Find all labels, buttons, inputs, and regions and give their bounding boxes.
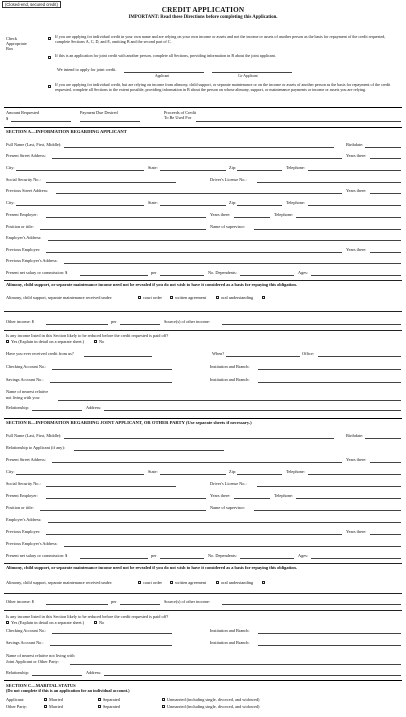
present-street-field[interactable]: [52, 158, 342, 159]
sources-label: Source(s) of other income:: [164, 599, 210, 604]
payment-due-field[interactable]: [80, 121, 140, 122]
present-street-field[interactable]: [52, 462, 342, 463]
when-label: When?: [212, 351, 225, 356]
court-order-label: court order: [143, 580, 162, 585]
drivers-license-label: Driver's License No.:: [210, 177, 247, 182]
divider: [4, 680, 402, 681]
divider: [4, 563, 402, 564]
address-label: Address:: [86, 405, 102, 410]
previous-employer-field[interactable]: [46, 252, 342, 253]
years-there-field[interactable]: [370, 193, 401, 194]
court-order-checkbox[interactable]: [138, 296, 141, 299]
reduce-no-label: No: [99, 339, 105, 344]
received-credit-label: Have you ever received credit from us?: [6, 351, 74, 356]
city-label: City:: [6, 200, 15, 205]
checking-field[interactable]: [52, 633, 172, 634]
relative-address-field[interactable]: [104, 410, 401, 411]
telephone-label: Telephone:: [286, 165, 306, 170]
years-there-label: Years there:: [346, 153, 367, 158]
relative-label-2: Joint Applicant or Other Party:: [6, 659, 59, 664]
years-there-field[interactable]: [370, 158, 401, 159]
other-income-label: Other income: $: [6, 319, 34, 324]
city-label: City:: [6, 469, 15, 474]
oral-understanding-label: oral understanding: [221, 295, 254, 300]
zip-field[interactable]: [237, 205, 282, 206]
net-salary-field[interactable]: [80, 558, 148, 559]
joint-intent-text: We intend to apply for joint credit.: [57, 67, 117, 72]
previous-employer-label: Previous Employer:: [6, 247, 41, 252]
position-label: Position or title:: [6, 505, 34, 510]
years-there-label: Years there:: [346, 247, 367, 252]
received-credit-field[interactable]: [84, 356, 152, 357]
ages-label: Ages:: [298, 270, 309, 275]
amount-dollar-sign: $: [6, 116, 9, 121]
institution-field[interactable]: [258, 645, 401, 646]
divider: [4, 107, 402, 108]
reduce-yes-label: Yes (Explain in detail on a separate sheet.): [11, 620, 85, 625]
position-label: Position or title:: [6, 224, 34, 229]
marital-other-party-label: Other Party:: [6, 704, 28, 709]
institution-label: Institution and Branch:: [210, 628, 250, 633]
full-name-field[interactable]: [64, 438, 334, 439]
telephone-field[interactable]: [308, 474, 401, 475]
other-income-period-field[interactable]: [120, 604, 160, 605]
other-unmarried-checkbox[interactable]: [162, 705, 165, 708]
office-label: Office:: [302, 351, 315, 356]
position-field[interactable]: [40, 510, 206, 511]
state-label: State:: [148, 165, 158, 170]
years-there-field[interactable]: [370, 462, 401, 463]
section-c-note: (Do not complete if this is an application for an individual account.): [6, 688, 130, 693]
drivers-license-field[interactable]: [257, 182, 401, 183]
city-field[interactable]: [16, 205, 144, 206]
state-field[interactable]: [160, 170, 226, 171]
supervisor-field[interactable]: [254, 510, 401, 511]
zip-field[interactable]: [237, 170, 282, 171]
form-subtitle: IMPORTANT: Read these Directions before completing this Application.: [128, 15, 278, 20]
unmarried-label: Unmarried (including single, divorced, and widowed): [167, 704, 260, 709]
savings-label: Savings Account No.:: [6, 640, 44, 645]
years-there-field[interactable]: [234, 498, 270, 499]
state-field[interactable]: [160, 474, 226, 475]
reduce-yes-checkbox[interactable]: [6, 621, 9, 624]
applicant-unmarried-checkbox[interactable]: [162, 698, 165, 701]
check-label-2: Appropriate: [6, 41, 27, 46]
proceeds-label-2: To Be Used For: [164, 115, 192, 120]
net-salary-field[interactable]: [80, 275, 148, 276]
present-street-label: Present Street Address:: [6, 457, 46, 462]
ssn-label: Social Security No.:: [6, 177, 41, 182]
form-title: CREDIT APPLICATION: [161, 6, 245, 14]
previous-employer-address-label: Previous Employer's Address:: [6, 258, 58, 263]
payment-due-label: Payment Due Desired: [80, 110, 118, 115]
drivers-license-field[interactable]: [257, 486, 401, 487]
relationship-applicant-label: Relationship to Applicant (if any):: [6, 445, 65, 450]
other-income-label: Other income: $: [6, 599, 34, 604]
position-field[interactable]: [40, 229, 206, 230]
dependents-label: No. Dependents:: [208, 553, 237, 558]
address-label: Address:: [86, 670, 102, 675]
alimony-extra-checkbox[interactable]: [262, 581, 265, 584]
check-label-3: Box: [6, 46, 14, 51]
birthdate-field[interactable]: [365, 147, 401, 148]
city-field[interactable]: [16, 474, 144, 475]
institution-label: Institution and Branch:: [210, 640, 250, 645]
court-order-label: court order: [143, 295, 162, 300]
salary-period-field[interactable]: [160, 558, 204, 559]
applicant-signature-label: Applicant: [155, 74, 170, 78]
dependents-field[interactable]: [240, 558, 294, 559]
marital-applicant-label: Applicant:: [6, 697, 25, 702]
institution-label: Institution and Branch:: [210, 364, 250, 369]
state-field[interactable]: [160, 205, 226, 206]
institution-field[interactable]: [258, 369, 401, 370]
relative-label: Name of nearest relative not living with: [6, 653, 75, 658]
telephone-label: Telephone:: [274, 493, 294, 498]
written-agreement-checkbox[interactable]: [170, 581, 173, 584]
previous-street-field[interactable]: [56, 193, 342, 194]
telephone-field[interactable]: [296, 217, 401, 218]
per-label: per: [151, 553, 157, 558]
when-field[interactable]: [226, 356, 300, 357]
institution-field[interactable]: [258, 382, 401, 383]
form-type-tag: (Closed-end, secured credit): [2, 1, 61, 8]
court-order-checkbox[interactable]: [138, 581, 141, 584]
check-label: Check: [6, 36, 17, 41]
option-joint-text: If this is an application for joint credit with another person, complete all Sections, providing information in B about the joint applicant.: [55, 53, 276, 58]
telephone-field[interactable]: [296, 498, 401, 499]
sources-field[interactable]: [222, 324, 401, 325]
married-label: Married: [49, 697, 63, 702]
divider: [4, 311, 402, 312]
divider: [4, 127, 402, 128]
drivers-license-label: Driver's License No.:: [210, 481, 247, 486]
ages-label: Ages:: [298, 553, 309, 558]
reduce-no-checkbox[interactable]: [94, 621, 97, 624]
savings-label: Savings Account No.:: [6, 377, 44, 382]
dependents-label: No. Dependents:: [208, 270, 237, 275]
relationship-field[interactable]: [32, 675, 82, 676]
years-there-field[interactable]: [234, 217, 270, 218]
section-b-heading: SECTION B—INFORMATION REGARDING JOINT APPLICANT, OR OTHER PARTY (Use separate sheets if necessary.): [6, 420, 252, 425]
zip-label: Zip:: [229, 469, 237, 474]
years-there-label: Years there:: [210, 212, 231, 217]
years-there-field[interactable]: [370, 534, 401, 535]
ssn-field[interactable]: [46, 486, 176, 487]
present-employer-field[interactable]: [46, 217, 206, 218]
amount-requested-field[interactable]: [11, 121, 71, 122]
divider: [4, 593, 402, 594]
coapplicant-signature-label: Co-Applicant: [238, 74, 258, 78]
state-label: State:: [148, 200, 158, 205]
coapplicant-signature-line[interactable]: [212, 72, 292, 73]
savings-field[interactable]: [50, 382, 172, 383]
ssn-label: Social Security No.:: [6, 481, 41, 486]
reduce-question: Is any income listed in this Section likely to be reduced before the credit requested is paid off?: [6, 333, 169, 338]
previous-employer-field[interactable]: [46, 534, 342, 535]
present-employer-label: Present Employer:: [6, 493, 38, 498]
present-employer-field[interactable]: [46, 498, 206, 499]
alimony-received-label: Alimony, child support, separate maintenance received under:: [6, 580, 113, 585]
individual-relying-checkbox[interactable]: [48, 85, 51, 88]
telephone-field[interactable]: [308, 205, 401, 206]
alimony-notice: Alimony, child support, or separate maintenance income need not be revealed if you do not wish to have it considered as a basis for repaying this obligation.: [6, 282, 297, 287]
present-street-label: Present Street Address:: [6, 153, 46, 158]
alimony-received-label: Alimony, child support, separate maintenance received under:: [6, 295, 113, 300]
dependents-field[interactable]: [240, 275, 294, 276]
other-income-period-field[interactable]: [120, 324, 160, 325]
sources-field[interactable]: [222, 604, 401, 605]
oral-understanding-label: oral understanding: [221, 580, 254, 585]
reduce-yes-checkbox[interactable]: [6, 340, 9, 343]
previous-employer-label: Previous Employer:: [6, 529, 41, 534]
relationship-applicant-field[interactable]: [74, 450, 224, 451]
previous-employer-address-label: Previous Employer's Address:: [6, 541, 58, 546]
city-field[interactable]: [16, 170, 144, 171]
savings-field[interactable]: [50, 645, 172, 646]
section-a-heading: SECTION A—INFORMATION REGARDING APPLICANT: [6, 129, 127, 134]
written-agreement-label: written agreement: [175, 295, 207, 300]
telephone-label: Telephone:: [274, 212, 294, 217]
oral-understanding-checkbox[interactable]: [216, 581, 219, 584]
written-agreement-label: written agreement: [175, 580, 207, 585]
relative-name-field[interactable]: [70, 664, 401, 665]
supervisor-label: Name of supervisor:: [210, 505, 246, 510]
joint-credit-checkbox[interactable]: [48, 56, 51, 59]
previous-employer-address-field[interactable]: [64, 546, 401, 547]
relative-label: Name of nearest relative: [6, 389, 49, 394]
telephone-field[interactable]: [308, 170, 401, 171]
applicant-married-checkbox[interactable]: [44, 698, 47, 701]
married-label: Married: [49, 704, 63, 709]
separated-label: Separated: [103, 697, 120, 702]
employer-address-field[interactable]: [48, 522, 401, 523]
checking-field[interactable]: [52, 369, 172, 370]
telephone-label: Telephone:: [286, 469, 306, 474]
proceeds-field[interactable]: [196, 121, 401, 122]
proceeds-label: Proceeds of Credit: [164, 110, 196, 115]
option-individual-text: If you are applying for individual credit in your own name and are relying on your own income or assets and not the income or assets of another person as the basis for repayment of the credit requested, complete Sections A, C, D, and E, omitting B and the second part of C.: [55, 34, 386, 44]
divider: [4, 418, 402, 419]
relationship-label: Relationship:: [6, 405, 29, 410]
ssn-field[interactable]: [46, 182, 176, 183]
unmarried-label: Unmarried (including single, divorced, and widowed): [167, 697, 260, 702]
institution-field[interactable]: [258, 633, 401, 634]
checking-label: Checking Account No.:: [6, 628, 47, 633]
present-employer-label: Present Employer:: [6, 212, 38, 217]
birthdate-field[interactable]: [365, 438, 401, 439]
zip-label: Zip:: [229, 200, 237, 205]
section-c-heading: SECTION C—MARITAL STATUS: [6, 683, 76, 688]
option-relying-text: If you are applying for individual credit, but are relying on income from alimony, child support, or separate maintenance or on the income or assets of another person as the basis for repayment of the credit requested, complete all Sections to the extent possible, providing information in B about the person on whose alimony, support, or maintenance payments or income or assets you are relying.: [55, 82, 391, 92]
divider: [4, 280, 402, 281]
alimony-extra-checkbox[interactable]: [262, 296, 265, 299]
individual-credit-checkbox[interactable]: [48, 37, 51, 40]
full-name-label: Full Name (Last, First, Middle):: [6, 433, 62, 438]
ages-field[interactable]: [311, 558, 401, 559]
employer-address-field[interactable]: [48, 240, 401, 241]
years-there-label: Years there:: [210, 493, 231, 498]
reduce-question: Is any income listed in this Section likely to be reduced before the credit requested is paid off?: [6, 614, 169, 619]
other-married-checkbox[interactable]: [44, 705, 47, 708]
full-name-label: Full Name (Last, First, Middle):: [6, 142, 62, 147]
per-label: per: [151, 270, 157, 275]
office-field[interactable]: [318, 356, 401, 357]
relationship-label: Relationship:: [6, 670, 29, 675]
previous-street-label: Previous Street Address:: [6, 188, 49, 193]
years-there-label: Years there:: [346, 457, 367, 462]
salary-period-field[interactable]: [160, 275, 204, 276]
divider: [4, 330, 402, 331]
telephone-label: Telephone:: [286, 200, 306, 205]
zip-field[interactable]: [237, 474, 282, 475]
supervisor-field[interactable]: [254, 229, 401, 230]
relative-name-field[interactable]: [58, 400, 401, 401]
other-income-field[interactable]: [46, 604, 108, 605]
alimony-notice: Alimony, child support, or separate maintenance income need not be revealed if you do not wish to have it considered as a basis for repaying this obligation.: [6, 565, 297, 570]
years-there-label: Years there:: [346, 529, 367, 534]
years-there-label: Years there:: [346, 188, 367, 193]
other-income-field[interactable]: [46, 324, 108, 325]
per-label: per: [111, 599, 117, 604]
separated-label: Separated: [103, 704, 120, 709]
relationship-field[interactable]: [32, 410, 82, 411]
relative-address-field[interactable]: [104, 675, 401, 676]
state-label: State:: [148, 469, 158, 474]
written-agreement-checkbox[interactable]: [170, 296, 173, 299]
city-label: City:: [6, 165, 15, 170]
relative-label-2: not living with you:: [6, 395, 41, 400]
birthdate-label: Birthdate:: [346, 142, 364, 147]
zip-label: Zip:: [229, 165, 237, 170]
per-label: per: [111, 319, 117, 324]
checking-label: Checking Account No.:: [6, 364, 47, 369]
ages-field[interactable]: [311, 275, 401, 276]
divider: [4, 610, 402, 611]
reduce-no-checkbox[interactable]: [94, 340, 97, 343]
reduce-no-label: No: [99, 620, 105, 625]
employer-address-label: Employer's Address:: [6, 517, 42, 522]
birthdate-label: Birthdate:: [346, 433, 364, 438]
net-salary-label: Present net salary or commission: $: [6, 553, 68, 558]
net-salary-label: Present net salary or commission: $: [6, 270, 68, 275]
applicant-signature-line[interactable]: [124, 72, 204, 73]
employer-address-label: Employer's Address:: [6, 235, 42, 240]
reduce-yes-label: Yes (Explain in detail on a separate sheet.): [11, 339, 85, 344]
previous-employer-address-field[interactable]: [64, 263, 401, 264]
amount-requested-label: Amount Requested: [6, 110, 40, 115]
oral-understanding-checkbox[interactable]: [216, 296, 219, 299]
years-there-field[interactable]: [370, 252, 401, 253]
full-name-field[interactable]: [64, 147, 334, 148]
other-separated-checkbox[interactable]: [98, 705, 101, 708]
sources-label: Source(s) of other income:: [164, 319, 210, 324]
applicant-separated-checkbox[interactable]: [98, 698, 101, 701]
supervisor-label: Name of supervisor:: [210, 224, 246, 229]
institution-label: Institution and Branch:: [210, 377, 250, 382]
